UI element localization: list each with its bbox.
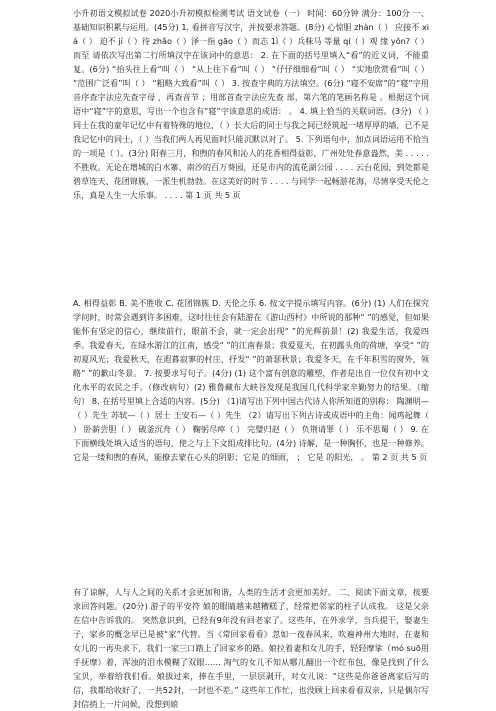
page-one-body (73, 6, 429, 202)
paragraph-reading-passage: 有了谅解，人与人之间的关系才会更加和谐，人类的生活才会更加美好。 二、阅读下面文章，按要求回答问题。(20分) 游子的平安符 娘的眼睛越来越糟糕了，经常把邻家的柱子认成我。 这是父亲在信中告诉我的。 突然意识到，已经有9年没有回老家了。这些年，在外求学，当兵提干，娶妻生子，家乡的概念早已是被“家”代替。当《常回家看看》忽如一夜春风来，吹遍神州大地时，在妻和女儿的一再央求下，我们一家三口踏上了回家乡的路。娘拉着妻和女儿的手，轻轻摩挲（mó suō用手抚摩）着，浑浊的泪水模糊了双眼…… 淘气的女儿不知从哪儿翻出一个红布包，像是找到了什么宝贝，举着给我们看。娘拔过来，捧在手里，一层层剥开，对女儿说：“这些是你爸爸离家后写的信，我都给收好了，一共52封，一封也不差。” 这些年工作忙，也没顾上回来看看双亲，只是偶尔写封信捎上一片问候，没想到娘 (73, 587, 429, 709)
page-two-body (73, 296, 429, 464)
paragraph-exam-section-one: 小升初语文模拟试卷 2020小升初模拟检测考试 语文试卷（一） 时间：60分钟 满分：100分 一、基础知识积累与运用。(45分) 1. 看拼音写汉字，并按要求答题。(8分) 心惊胆 zhàn（ ） 应接不 xiá（ ） 迫不 jí（ ）待 zhǎo（ ）泽一指 gāo（ ）而志 1ì（ ）兵秣马 等量 qí（ ）观 缘 yǒn?（ ）而至 请依次写出第二行所填汉字在该词中的意思： 2. 在下面的括号里填入“看”的近义词，不能重复。(6分) “抬头往上看”叫（ ） “从上往下看”叫（ ） “仔仔细细看”叫（ ） “实地欣赏看”叫（ ） “范围广泛看”叫（ ） “粗略大致看”叫（ ） 3. 按查字典的方法填空。(6分) “寝不安席”的“寝”字用音序查字法应先查字母 ，再查音节 ；用部首查字法应先查 部，第六笔的笔画名称是 。根据这个词语中“寝”字的意思，写出一个也含有“寝”字该意思的成语： 。 4. 填上恰当的关联词语。(3分) （ ）同士在我的童年记忆中有着特殊的地位，（ ）长大后的同士与我之间已经筑起一堵厚厚的墙，已不是我记忆中的同士，（ ）当我们两人再见面时只能沉默以对了。 5. 下列语句中，加点词语运用不恰当的一项是（ ）。(3分) 阳春三月，和煦的春风和沁人的花香相得益彰，广州处处春意盎然，美 . . . . . 不胜收。无论在增城的白水寨、南沙的百万葵园，还是市内的流花湖公园 . . . . 云台花园，到处都是碧草连天、花团锦簇，一派生机勃勃。在这美好的时节 . . . . 与同学一起畅游花海，尽情享受天伦之乐，真是人生一大乐事。 . . . . 第 1 页 共 5 页 (73, 8, 429, 200)
paragraph-exam-section-two: A. 相得益彰 B. 美不胜收 C. 花团锦簇 D. 天伦之乐 6. 按文字提示填写内容。(6分) (1) 人们在探究学问时，时常会遇到许多困难，这时往往会有陆游在《游山西村》中所说的那种“ ”的感觉，但如果能怀有坚定的信心，继续前行，眼前不会，就一定会出现“ ”的光辉前景！(2) 我爱生活，我爱四季。我爱春天，在绿水游江的江南，感受“ ”的江南春景；我爱夏天，在初露头角的荷塘，享受“ ”的初夏风光；我爱秋天，在遐暮寂寥的村庄，抒发“ ”的萧瑟秋景；我爱冬天，在千年积雪的窗外，领略“ ”的歉山冬景。 7. 按要求写句子。(4分) (1) 这个富有创意的雕塑，作者是出自一位仅有初中文化水平的农民之手。（修改病句）(2) 雅鲁藏布大峡谷发现是我国几代科学家辛勤努力的结果。（缩句） 8. 在括号里填上合适的内容。(5分) （1)请写出下列中国古代诗人你所知道的别称： 陶渊明—（ ）先生 苏轼—（ ）居士 王安石—（ ）先生 （2）请写出下列古诗或成语中的主角：闻鸡起舞（ ） 卧薪尝胆（ ） 破釜沉舟（ ） 鞠躬尽瘁（ ） 完璧归赵（ ） 负荆请罪（ ） 乐不思蜀（ ） 9. 在下面横线处填入适当的语句，使之与上下文组成排比句。(4分) 诗解，是一种胸怀，也是一种修养。 它是一缕和煦的春风，能撩去蒙在心头的阴影；它是 的细雨， ； 它是 的阳光， 。 第 2 页 共 5 页 (73, 298, 429, 462)
page-three-body (73, 585, 429, 711)
